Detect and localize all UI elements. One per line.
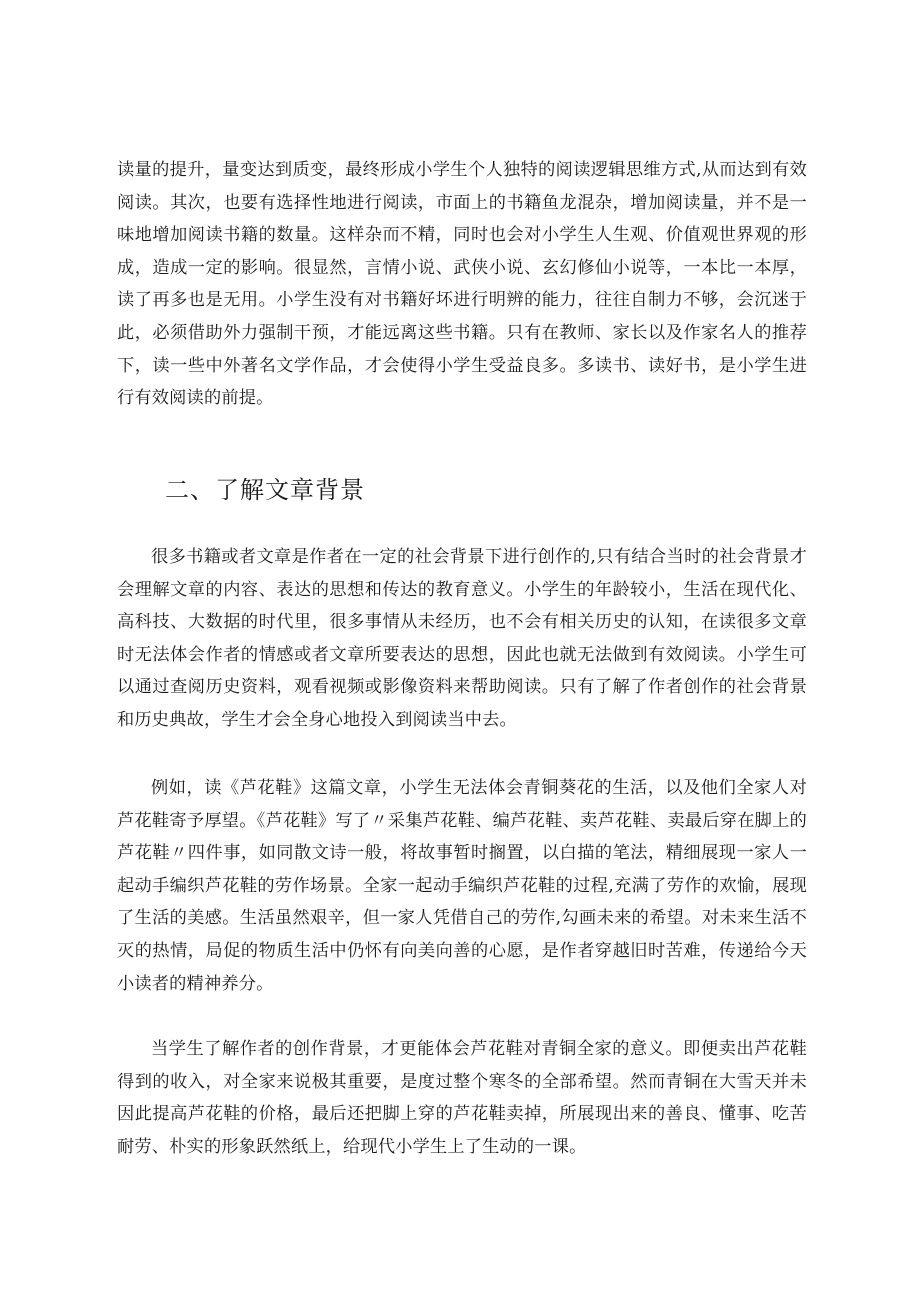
section-heading-background: 二、了解文章背景 bbox=[165, 476, 365, 504]
paragraph-luhuaxie-example: 例如，读《芦花鞋》这篇文章，小学生无法体会青铜葵花的生活，以及他们全家人对芦花鞋寄予厚望。《芦花鞋》写了〃采集芦花鞋、编芦花鞋、卖芦花鞋、卖最后穿在脚上的芦花鞋〃四件事，如同散文诗一般，将故事暂时搁置，以白描的笔法，精细展现一家人一起动手编织芦花鞋的劳作场景。全家一起动手编织芦花鞋的过程,充满了劳作的欢愉，展现了生活的美感。生活虽然艰辛，但一家人凭借自己的劳作,勾画未来的希望。对未来生活不灭的热情，局促的物质生活中仍怀有向美向善的心愿，是作者穿越旧时苦难，传递给今天小读者的精神养分。 bbox=[117, 778, 807, 994]
paragraph-creation-background: 当学生了解作者的创作背景，才更能体会芦花鞋对青铜全家的意义。即便卖出芦花鞋得到的收入，对全家来说极其重要，是度过整个寒冬的全部希望。然而青铜在大雪天并未因此提高芦花鞋的价格，最后还把脚上穿的芦花鞋卖掉，所展现出来的善良、懂事、吃苦耐劳、朴实的形象跃然纸上，给现代小学生上了生动的一课。 bbox=[117, 1039, 807, 1157]
paragraph-reading-quantity: 读量的提升，量变达到质变，最终形成小学生个人独特的阅读逻辑思维方式,从而达到有效阅读。其次，也要有选择性地进行阅读，市面上的书籍鱼龙混杂，增加阅读量，并不是一味地增加阅读书籍的数量。这样杂而不精，同时也会对小学生人生观、价值观世界观的形成，造成一定的影响。很显然，言情小说、武侠小说、玄幻修仙小说等，一本比一本厚，读了再多也是无用。小学生没有对书籍好坏进行明辨的能力，往往自制力不够，会沉迷于此，必须借助外力强制干预，才能远离这些书籍。只有在教师、家长以及作家名人的推荐下，读一些中外著名文学作品，才会使得小学生受益良多。多读书、读好书，是小学生进行有效阅读的前提。 bbox=[117, 160, 807, 409]
paragraph-social-background: 很多书籍或者文章是作者在一定的社会背景下进行创作的,只有结合当时的社会背景才会理解文章的内容、表达的思想和传达的教育意义。小学生的年龄较小，生活在现代化、高科技、大数据的时代里，很多事情从未经历，也不会有相关历史的认知，在读很多文章时无法体会作者的情感或者文章所要表达的思想，因此也就无法做到有效阅读。小学生可以通过查阅历史资料，观看视频或影像资料来帮助阅读。只有了解了作者创作的社会背景和历史典故，学生才会全身心地投入到阅读当中去。 bbox=[117, 547, 807, 730]
